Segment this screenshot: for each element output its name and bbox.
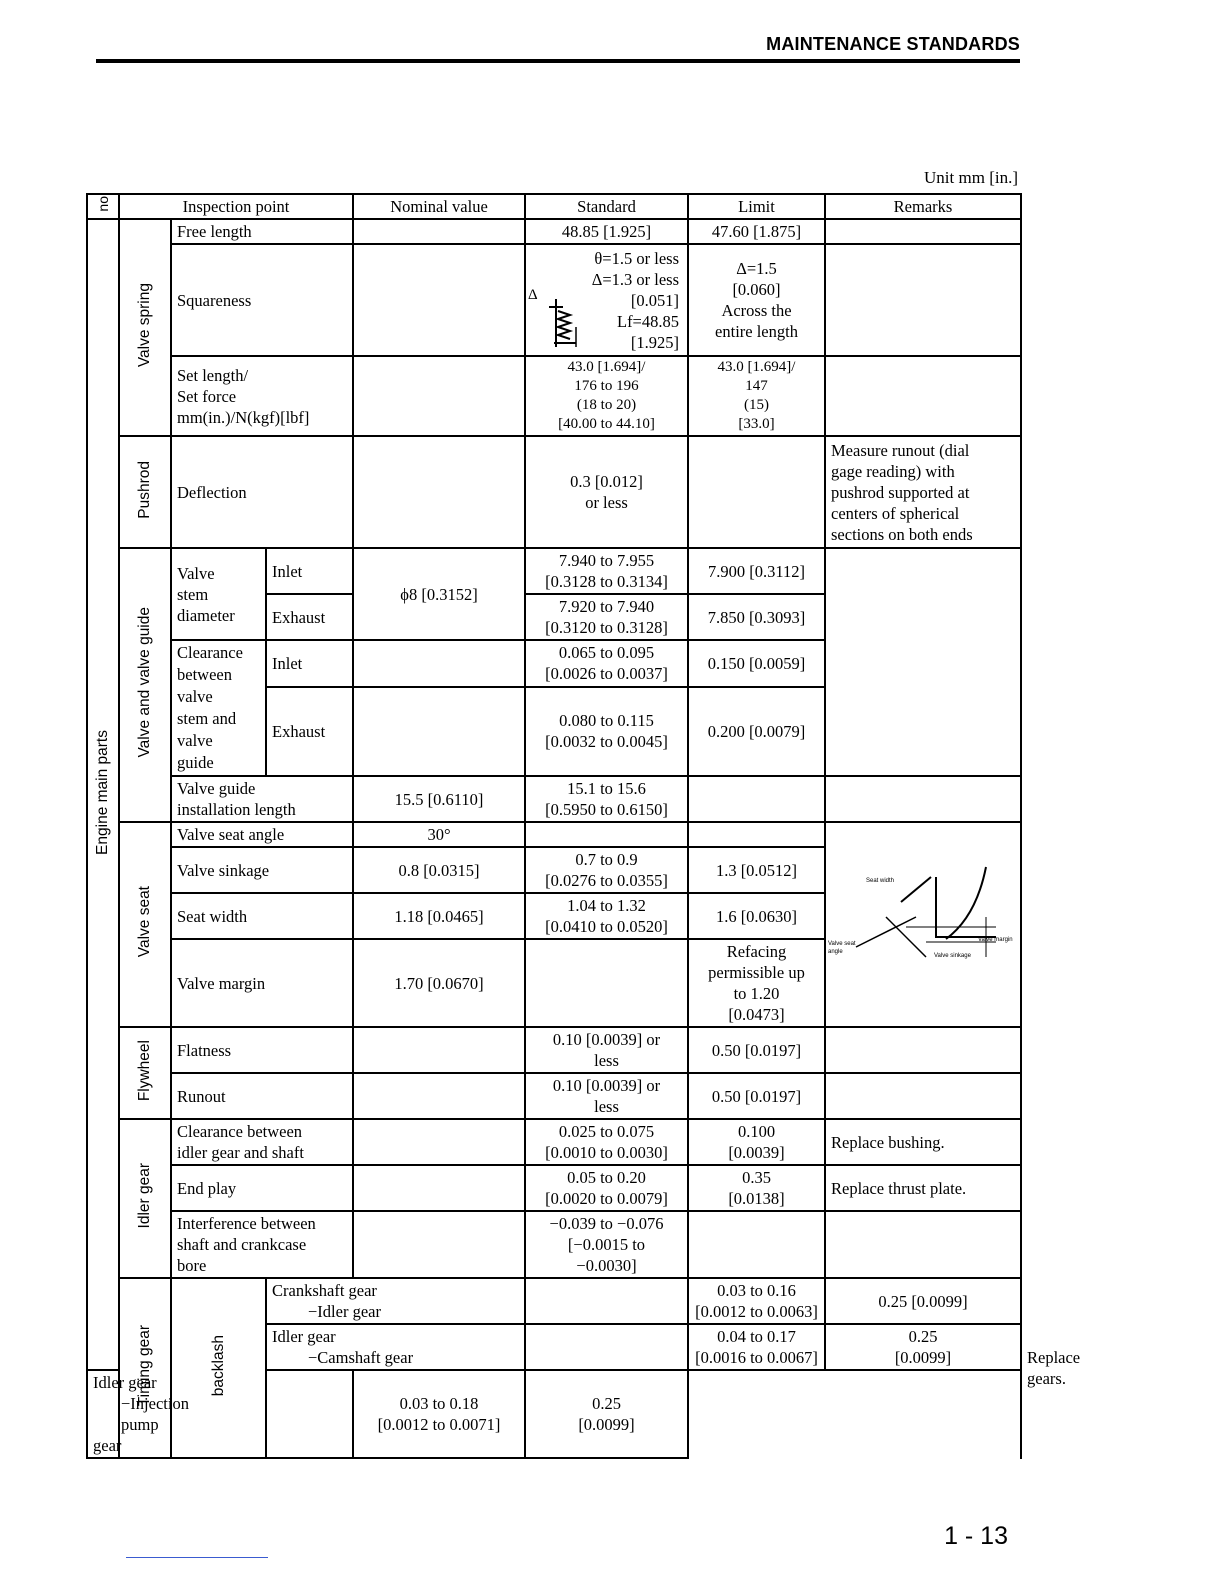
remarks-cell (825, 244, 1021, 356)
limit-line: to 1.20 (733, 984, 780, 1003)
table-row (87, 1119, 1021, 1165)
standard-cell (688, 1324, 825, 1370)
table-row (87, 822, 1021, 847)
point-line: Set force (177, 386, 237, 406)
limit-cell: 47.60 [1.875] (688, 219, 825, 244)
point-line: Clearance between (177, 1122, 303, 1141)
nominal-cell (353, 1211, 525, 1278)
nominal-cell (353, 640, 525, 687)
limit-cell: 7.850 [0.3093] (688, 594, 825, 640)
remarks-cell (825, 436, 1021, 548)
col-limit: Limit (688, 194, 825, 219)
label-seat-angle-1: Valve seat (828, 941, 856, 947)
nominal-cell (525, 1324, 688, 1370)
nominal-cell (353, 244, 525, 356)
nominal-cell: 0.8 [0.0315] (353, 847, 525, 893)
limit-cell: 1.3 [0.0512] (688, 847, 825, 893)
point-line: −Injection pump (121, 1394, 189, 1434)
limit-cell: 0.25 [0.0099] (825, 1278, 1021, 1324)
point-crank-idler (266, 1278, 525, 1324)
point-inlet: Inlet (266, 640, 353, 687)
standard-line: [0.0010 to 0.0030] (545, 1143, 668, 1162)
nominal-cell (353, 1073, 525, 1119)
limit-cell: 0.50 [0.0197] (688, 1073, 825, 1119)
standard-line: 7.920 to 7.940 (558, 597, 655, 616)
standard-cell (525, 1165, 688, 1211)
standard-line: 0.03 to 0.16 (717, 1281, 796, 1300)
standard-line: [0.3120 to 0.3128] (545, 618, 668, 637)
col-remarks: Remarks (825, 194, 1021, 219)
standard-line: [0.0020 to 0.0079] (545, 1189, 668, 1208)
point-free-length: Free length (171, 219, 353, 244)
standard-line: Δ=1.3 or less (591, 269, 679, 289)
standard-line: 0.04 to 0.17 (717, 1327, 796, 1346)
nominal-cell: 1.70 [0.0670] (353, 939, 525, 1027)
limit-cell: 0.50 [0.0197] (688, 1027, 825, 1073)
point-deflection: Deflection (171, 436, 353, 548)
label-seat-width: Seat width (866, 878, 895, 884)
standard-cell (525, 822, 688, 847)
standard-line: [0.0016 to 0.0067] (695, 1348, 818, 1367)
nominal-cell (353, 1119, 525, 1165)
standard-cell (525, 893, 688, 939)
standard-line: 0.10 [0.0039] or (552, 1076, 661, 1095)
table-row (87, 776, 1021, 822)
point-line: −Camshaft gear (308, 1348, 414, 1367)
standard-cell (525, 776, 688, 822)
standard-line: −0.039 to −0.076 (549, 1214, 664, 1233)
limit-line: [0.0473] (728, 1005, 785, 1024)
limit-cell: 7.900 [0.3112] (688, 548, 825, 594)
page-header-title: MAINTENANCE STANDARDS (766, 34, 1020, 54)
limit-cell: 0.150 [0.0059] (688, 640, 825, 687)
limit-line: entire length (715, 322, 798, 341)
unit-label: Unit mm [in.] (924, 168, 1018, 187)
limit-cell (688, 436, 825, 548)
standard-line: [0.0032 to 0.0045] (545, 732, 668, 752)
col-standard: Standard (525, 194, 688, 219)
limit-cell (688, 1211, 825, 1278)
remarks-cell (825, 356, 1021, 436)
standard-line: [0.0276 to 0.0355] (545, 871, 668, 890)
standard-line: (18 to 20) (576, 397, 637, 413)
point-valve-stem-diameter (171, 548, 266, 640)
point-seat-width: Seat width (171, 893, 353, 939)
point-line: between (177, 665, 232, 684)
standard-line: [0.0026 to 0.0037] (545, 664, 668, 684)
standard-line: θ=1.5 or less (594, 248, 679, 268)
point-line: Interference between (177, 1214, 316, 1233)
table-row (87, 1165, 1021, 1211)
standard-cell: 48.85 [1.925] (525, 219, 688, 244)
limit-cell (688, 1165, 825, 1211)
point-line: stem and (177, 709, 237, 728)
nominal-cell (353, 1165, 525, 1211)
col-inspection-point: Inspection point (119, 194, 353, 219)
point-valve-seat-angle: Valve seat angle (171, 822, 353, 847)
standard-line: or less (585, 493, 628, 512)
limit-line: 0.100 (737, 1122, 776, 1141)
remarks-cell: Replace thrust plate. (825, 1165, 1021, 1211)
remarks-line: gage reading) with (831, 461, 955, 481)
label-valve-sinkage: Valve sinkage (934, 953, 971, 959)
standard-line: less (594, 1097, 619, 1116)
point-line: Valve guide (177, 779, 256, 798)
point-line: Idler gear (272, 1327, 336, 1346)
standard-cell (525, 244, 688, 356)
nominal-cell (353, 356, 525, 436)
standard-cell (525, 1073, 688, 1119)
table-row (87, 1073, 1021, 1119)
limit-line: 0.35 (742, 1168, 771, 1187)
standard-cell (353, 1370, 525, 1458)
remarks-cell: Replace bushing. (825, 1119, 1021, 1165)
standard-line: 0.7 to 0.9 (575, 850, 638, 869)
nominal-cell (266, 1370, 353, 1458)
standard-cell (525, 594, 688, 640)
table-row (87, 356, 1021, 436)
point-idler-camshaft (266, 1324, 525, 1370)
standard-line: [0.0012 to 0.0071] (377, 1415, 501, 1434)
standard-line: 176 to 196 (574, 378, 639, 394)
standard-line: 0.3 [0.012] (570, 472, 643, 491)
table-row (87, 1027, 1021, 1073)
nominal-cell: 1.18 [0.0465] (353, 893, 525, 939)
delta-symbol: Δ (528, 287, 538, 303)
valve-seat-diagram-cell (825, 822, 1021, 1027)
point-idler-injection-pump (87, 1370, 189, 1458)
standard-line: 15.1 to 15.6 (567, 779, 646, 798)
point-valve-margin: Valve margin (171, 939, 353, 1027)
nominal-cell: 15.5 [0.6110] (353, 776, 525, 822)
label-seat-angle-2: angle (828, 949, 843, 955)
point-clearance-stem-guide (171, 640, 266, 776)
standard-cell (525, 436, 688, 548)
limit-cell (688, 244, 825, 356)
table-row (87, 548, 1021, 594)
table-row (87, 1211, 1021, 1278)
point-valve-sinkage: Valve sinkage (171, 847, 353, 893)
standard-cell (525, 687, 688, 776)
point-line: valve (177, 687, 213, 706)
standard-line: 0.05 to 0.20 (567, 1168, 646, 1187)
standard-line: 7.940 to 7.955 (558, 551, 655, 570)
table-header-row (87, 194, 1021, 219)
limit-line: 0.25 (908, 1327, 938, 1346)
limit-line: 43.0 [1.694]/ (717, 359, 796, 375)
standard-cell (525, 356, 688, 436)
standard-cell (688, 1278, 825, 1324)
standard-line: −0.0030] (576, 1256, 637, 1275)
group-timing-gear: Timing gear (119, 1278, 171, 1458)
group-flywheel: Flywheel (119, 1027, 171, 1119)
standard-cell (525, 1211, 688, 1278)
point-interference (171, 1211, 353, 1278)
limit-line: [0.0099] (578, 1415, 635, 1434)
remarks-line: centers of spherical (831, 503, 960, 523)
nominal-cell (353, 219, 525, 244)
group-valve-spring: Valve spring (119, 219, 171, 436)
remarks-cell (825, 1211, 1021, 1278)
standard-cell (525, 1027, 688, 1073)
remarks-line: Measure runout (dial (831, 440, 970, 460)
point-squareness: Squareness (171, 244, 353, 356)
group-pushrod: Pushrod (119, 436, 171, 548)
remarks-cell (825, 548, 1021, 776)
limit-line: Δ=1.5 (736, 259, 777, 278)
standard-line: 1.04 to 1.32 (567, 896, 646, 915)
limit-cell (688, 356, 825, 436)
limit-line: [0.060] (732, 280, 781, 299)
table-row (87, 244, 1021, 356)
limit-cell (825, 1324, 1021, 1370)
point-line: shaft and crankcase (177, 1235, 307, 1254)
remarks-line: sections on both ends (831, 524, 973, 544)
remarks-cell (825, 219, 1021, 244)
nominal-cell (353, 436, 525, 548)
standard-line: 0.065 to 0.095 (558, 643, 655, 663)
point-line: Crankshaft gear (272, 1281, 377, 1300)
point-line: Clearance (177, 643, 243, 662)
limit-line: 147 (745, 378, 768, 394)
point-line: idler gear and shaft (177, 1143, 304, 1162)
table-row (87, 436, 1021, 548)
standard-line: 0.080 to 0.115 (559, 711, 654, 731)
limit-line: [0.0138] (728, 1189, 785, 1208)
valve-seat-diagram (826, 857, 1022, 987)
standard-line: [40.00 to 44.10] (558, 416, 655, 432)
limit-line: 0.25 (592, 1394, 621, 1413)
standard-cell (525, 847, 688, 893)
remarks-cell (825, 1073, 1021, 1119)
footer-link-underline (126, 1557, 268, 1558)
point-line: installation length (177, 800, 296, 819)
nominal-cell: 30° (353, 822, 525, 847)
standard-cell (525, 939, 688, 1027)
limit-cell (525, 1370, 688, 1458)
point-line: Set length/ (177, 365, 249, 385)
standard-line: 0.03 to 0.18 (399, 1394, 479, 1413)
standard-line: [0.051] (630, 290, 679, 310)
nominal-cell (353, 1027, 525, 1073)
remarks-cell (825, 1027, 1021, 1073)
limit-line: [0.0039] (728, 1143, 785, 1162)
point-line: −Idler gear (308, 1302, 381, 1321)
table-row: Timing gear backlash Crankshaft gear −Idler gear 0.03 to 0.16 [0.0012 to 0.0063] 0.25 [0.0099] Replace gears. (87, 1278, 1021, 1324)
group-engine-main-parts: Engine main parts (87, 219, 119, 1370)
standard-line: [0.3128 to 0.3134] (545, 572, 668, 591)
group-idler-gear: Idler gear (119, 1119, 171, 1278)
table-row (87, 219, 1021, 244)
limit-cell: 1.6 [0.0630] (688, 893, 825, 939)
point-line: mm(in.)/N(kgf)[lbf] (177, 407, 310, 427)
point-flatness: Flatness (171, 1027, 353, 1073)
maintenance-standards-table (86, 193, 1081, 1459)
point-line: Idler gear (93, 1373, 157, 1392)
limit-line: Across the (721, 301, 792, 320)
point-line: Valve (177, 563, 215, 583)
standard-line: less (594, 1051, 619, 1070)
limit-cell (688, 1119, 825, 1165)
group-backlash: backlash (171, 1278, 266, 1458)
limit-line: (15) (744, 397, 769, 413)
point-line: stem (177, 584, 209, 604)
limit-line: [33.0] (738, 416, 775, 432)
point-line: valve (177, 731, 213, 750)
point-line: guide (177, 753, 214, 772)
remarks-cell (825, 776, 1021, 822)
point-line: diameter (177, 605, 235, 625)
page-number: 1 - 13 (944, 1522, 1008, 1550)
point-idler-clearance (171, 1119, 353, 1165)
standard-line: [−0.0015 to (567, 1235, 646, 1254)
limit-line: Refacing (726, 942, 787, 961)
standard-line: [0.0012 to 0.0063] (695, 1302, 818, 1321)
remarks-line: pushrod supported at (831, 482, 970, 502)
limit-cell (688, 822, 825, 847)
point-runout: Runout (171, 1073, 353, 1119)
standard-line: [0.5950 to 0.6150] (545, 800, 668, 819)
standard-line: 0.10 [0.0039] or (552, 1030, 661, 1049)
nominal-cell (525, 1278, 688, 1324)
point-end-play: End play (171, 1165, 353, 1211)
point-line: gear (93, 1436, 122, 1455)
standard-cell (525, 1119, 688, 1165)
point-guide-installation-length (171, 776, 353, 822)
nominal-cell: ϕ8 [0.3152] (353, 548, 525, 640)
limit-line: permissible up (708, 963, 805, 982)
nominal-cell (353, 687, 525, 776)
col-no: no (87, 194, 119, 219)
standard-cell (525, 640, 688, 687)
standard-line: Lf=48.85 (616, 311, 679, 331)
limit-cell (688, 776, 825, 822)
label-valve-margin: Valve margin (978, 937, 1013, 943)
standard-line: [0.0410 to 0.0520] (545, 917, 668, 936)
point-inlet: Inlet (266, 548, 353, 594)
point-line: bore (177, 1256, 207, 1275)
spring-squareness-icon (536, 297, 582, 349)
group-valve-guide: Valve and valve guide (119, 548, 171, 822)
standard-line: 0.025 to 0.075 (558, 1122, 655, 1141)
limit-cell: 0.200 [0.0079] (688, 687, 825, 776)
limit-cell (688, 939, 825, 1027)
standard-cell (525, 548, 688, 594)
point-exhaust: Exhaust (266, 687, 353, 776)
point-exhaust: Exhaust (266, 594, 353, 640)
standard-line: 43.0 [1.694]/ (567, 359, 646, 375)
point-set-length (171, 356, 353, 436)
limit-line: [0.0099] (894, 1348, 952, 1367)
group-valve-seat: Valve seat (119, 822, 171, 1027)
col-nominal: Nominal value (353, 194, 525, 219)
standard-line: [1.925] (630, 332, 679, 352)
header-rule (96, 59, 1020, 63)
